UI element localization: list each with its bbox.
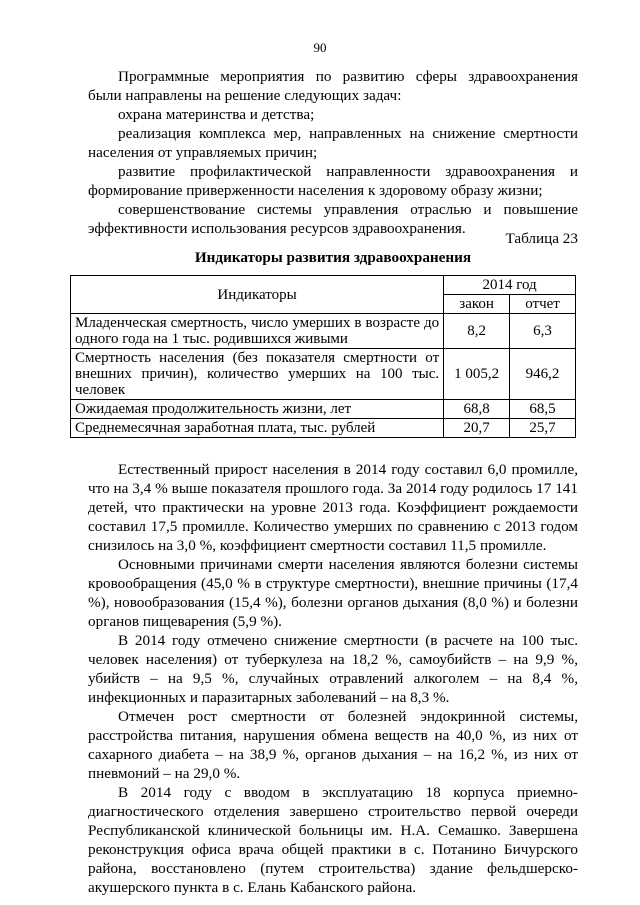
table-row <box>71 349 576 400</box>
law-value: 8,2 <box>444 314 510 349</box>
task-item: охрана материнства и детства; <box>118 106 315 123</box>
indicator-name: Ожидаемая продолжительность жизни, лет <box>71 400 444 419</box>
table-label: Таблица 23 <box>505 230 578 247</box>
law-value: 20,7 <box>444 419 510 438</box>
report-value: 25,7 <box>510 419 576 438</box>
table-header-row <box>71 276 576 295</box>
header-report: отчет <box>510 295 576 314</box>
report-value: 946,2 <box>510 349 576 400</box>
report-value: 68,5 <box>510 400 576 419</box>
table-row <box>71 314 576 349</box>
page-number: 90 <box>313 40 327 55</box>
law-value: 1 005,2 <box>444 349 510 400</box>
report-value: 6,3 <box>510 314 576 349</box>
table-title: Индикаторы развития здравоохранения <box>194 249 472 266</box>
body-section <box>88 460 578 897</box>
body-paragraph: Естественный прирост населения в 2014 году составил 6,0 промилле, что на 3,4 % выше показателя прошлого года. За 2014 году родилось 17 141 детей, что практически на уровне 2013 года. Коэффициент рождаемости составил 17,5 промилле. Количество умерших по сравнению с 2013 годом снизилось на 3,0 %, коэффициент смертности составил 11,5 промилле. <box>88 461 578 554</box>
indicator-name: Среднемесячная заработная плата, тыс. рублей <box>71 419 444 438</box>
indicator-name: Смертность населения (без показателя смертности от внешних причин), количество умерших на 100 тыс. человек <box>71 349 444 400</box>
body-paragraph: Отмечен рост смертности от болезней эндокринной системы, расстройства питания, нарушения обмена веществ на 40,0 %, из них от сахарного диабета – на 38,9 %, органов дыхания – на 16,2 %, из них от пневмоний – на 29,0 %. <box>88 708 578 782</box>
task-item: совершенствование системы управления отраслью и повышение эффективности использования ресурсов здравоохранения. <box>88 201 578 237</box>
header-law: закон <box>444 295 510 314</box>
indicators-table <box>70 275 576 438</box>
header-indicators: Индикаторы <box>71 276 444 314</box>
intro-paragraph: Программные мероприятия по развитию сферы здравоохранения были направлены на решение следующих задач: <box>88 68 578 104</box>
table-row <box>71 400 576 419</box>
task-item: реализация комплекса мер, направленных на снижение смертности населения от управляемых причин; <box>88 125 578 161</box>
intro-section <box>88 67 578 238</box>
body-paragraph: В 2014 году отмечено снижение смертности (в расчете на 100 тыс. человек населения) от туберкулеза на 18,2 %, самоубийств – на 9,9 %, убийств – на 9,5 %, случайных отравлений алкоголем – на 8,4 %, инфекционных и паразитарных заболеваний – на 8,3 %. <box>88 632 578 706</box>
indicator-name: Младенческая смертность, число умерших в возрасте до одного года на 1 тыс. родившихся живыми <box>71 314 444 349</box>
body-paragraph: В 2014 году с вводом в эксплуатацию 18 корпуса приемно-диагностического отделения завершено строительство первой очереди Республиканской клинической больницы им. Н.А. Семашко. Завершена реконструкция офиса врача общей практики в с. Потанино Бичурского района, восстановлено (путем строительства) здание фельдшерско-акушерского пункта в с. Елань Кабанского района. <box>88 784 578 896</box>
law-value: 68,8 <box>444 400 510 419</box>
header-year: 2014 год <box>444 276 576 295</box>
body-paragraph: Основными причинами смерти населения являются болезни системы кровообращения (45,0 % в структуре смертности), внешние причины (17,4 %), новообразования (15,4 %), болезни органов дыхания (8,0 %) и болезни органов пищеварения (5,9 %). <box>88 556 578 630</box>
table-row <box>71 419 576 438</box>
task-item: развитие профилактической направленности здравоохранения и формирование приверженности населения к здоровому образу жизни; <box>88 163 578 199</box>
